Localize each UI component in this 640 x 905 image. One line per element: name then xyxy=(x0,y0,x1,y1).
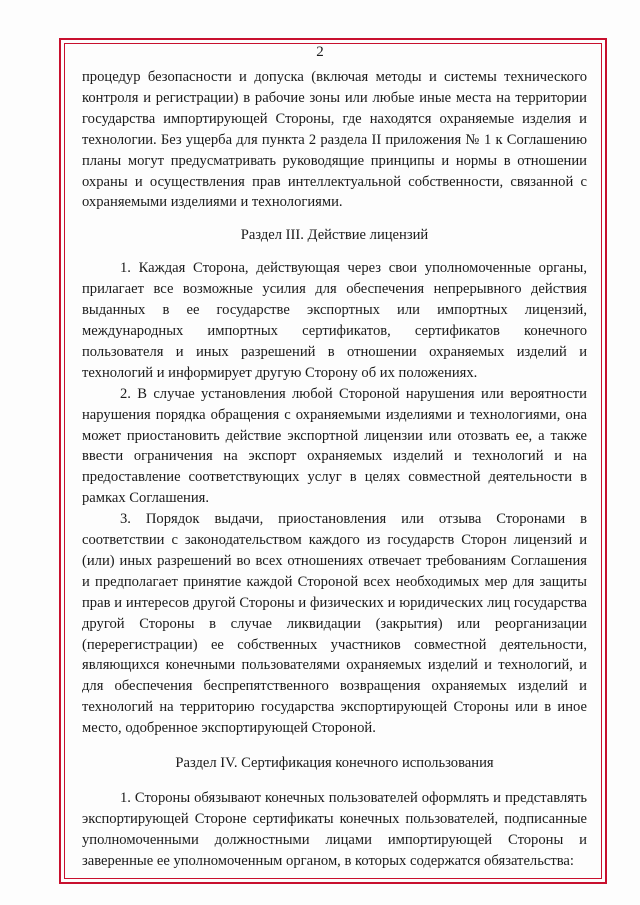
page-number: 2 xyxy=(316,44,324,60)
section-3-title: Раздел III. Действие лицензий xyxy=(240,227,429,244)
section-3-item-2: 2. В случае установления любой Стороной нарушения или вероятности нарушения порядка обращения с охраняемыми изделиями и технологиями, она может приостановить действие экспортной лицензии или отозвать ее, а также ввести ограничения на экспорт охраняемых изделий и технологий и на предоставление соответствующих услуг в целях совместной деятельности в рамках Соглашения. xyxy=(82,385,587,507)
section-4-item-1: 1. Стороны обязывают конечных пользователей оформлять и представлять экспортирующей Стороне сертификаты конечных пользователей, подписанные уполномоченными должностными лицами импортирующей Стороны и заверенные ее уполномоченным органом, в которых содержатся обязательства: xyxy=(82,790,587,869)
document-body xyxy=(82,67,587,872)
section-4-title: Раздел IV. Сертификация конечного использования xyxy=(175,755,494,772)
paragraph-continued: процедур безопасности и допуска (включая методы и системы технического контроля и регистрации) в рабочие зоны или любые иные места на территории государства импортирующей Стороны, где находятся охраняемые изделия и технологии. Без ущерба для пункта 2 раздела II приложения № 1 к Соглашению планы могут предусматривать руководящие принципы и нормы в отношении охраны и осуществления прав интеллектуальной собственности, связанной с охраняемыми изделиями и технологиями. xyxy=(82,69,587,211)
section-3-item-1: 1. Каждая Сторона, действующая через свои уполномоченные органы, прилагает все возможные усилия для обеспечения непрерывного действия выданных в ее государстве экспортных или импортных лицензий, международных импортных сертификатов, сертификатов конечного пользователя и иных разрешений в отношении охраняемых изделий и технологий и информирует другую Сторону об их положениях. xyxy=(82,260,587,381)
section-3-item-3: 3. Порядок выдачи, приостановления или отзыва Сторонами в соответствии с законодательством каждого из государств Сторон лицензий и (или) иных разрешений во всех отношениях отвечает требованиям Соглашения и предполагает принятие каждой Стороной всех необходимых мер для защиты прав и интересов другой Стороны и физических и юридических лиц государства другой Стороны в случае ликвидации (закрытия) или реорганизации (перерегистрации) ее собственных участников совместной деятельности, являющихся конечными пользователями охраняемых изделий и технологий, и для обеспечения беспрепятственного возвращения охраняемых изделий и технологий на территорию государства экспортирующей Стороны или в иное место, одобренное экспортирующей Стороной. xyxy=(82,511,587,737)
